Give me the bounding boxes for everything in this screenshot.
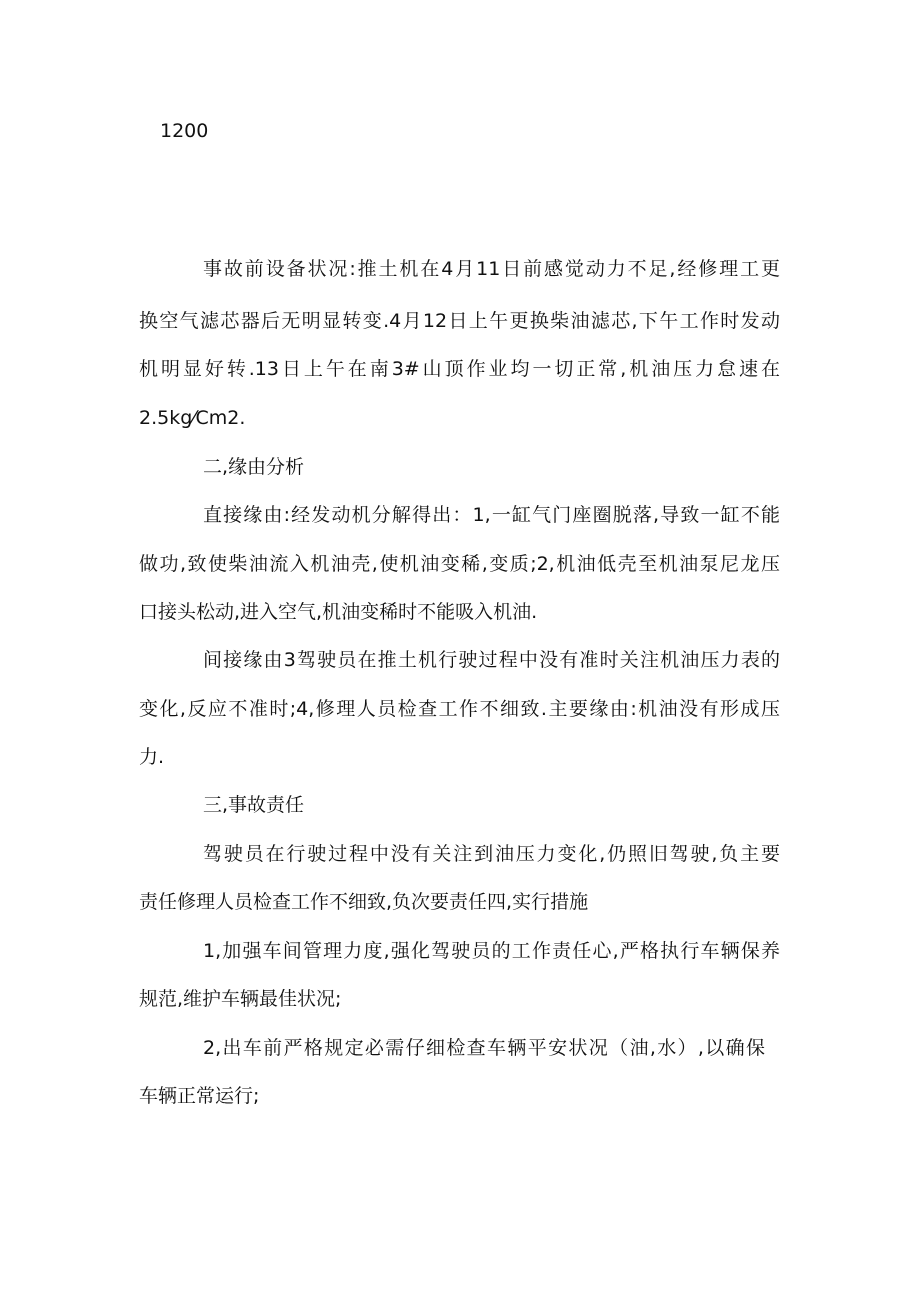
paragraph-line: 力.	[139, 746, 165, 768]
paragraph-line: 驾驶员在行驶过程中没有关注到油压力变化,仍照旧驾驶,负主要	[203, 843, 780, 865]
section-heading-cause-analysis: 二,缘由分析	[203, 456, 305, 478]
paragraph-line: 口接头松动,进入空气,机油变稀时不能吸入机油.	[139, 601, 538, 623]
paragraph-line: 间接缘由3驾驶员在推土机行驶过程中没有准时关注机油压力表的	[203, 649, 780, 671]
paragraph-line: 规范,维护车辆最佳状况;	[139, 988, 342, 1010]
paragraph-line: 2,出车前严格规定必需仔细检查车辆平安状况（油,水）,以确保	[203, 1037, 765, 1059]
paragraph-line: 机明显好转.13日上午在南3#山顶作业均一切正常,机油压力怠速在	[139, 358, 780, 380]
paragraph-line: 2.5kg⁄Cm2.	[139, 407, 246, 429]
paragraph-line: 直接缘由:经发动机分解得出：1,一缸气门座圈脱落,导致一缸不能	[203, 504, 780, 526]
paragraph-line: 车辆正常运行;	[139, 1085, 260, 1107]
section-heading-responsibility: 三,事故责任	[203, 794, 305, 816]
paragraph-line: 变化,反应不准时;4,修理人员检查工作不细致.主要缘由:机油没有形成压	[139, 698, 780, 720]
paragraph-line: 换空气滤芯器后无明显转变.4月12日上午更换柴油滤芯,下午工作时发动	[139, 310, 780, 332]
paragraph-line: 1,加强车间管理力度,强化驾驶员的工作责任心,严格执行车辆保养	[203, 940, 780, 962]
page-number: 1200	[160, 120, 209, 142]
paragraph-line: 做功,致使柴油流入机油壳,使机油变稀,变质;2,机油低壳至机油泵尼龙压	[139, 553, 780, 575]
paragraph-line: 事故前设备状况:推土机在4月11日前感觉动力不足,经修理工更	[203, 258, 780, 280]
paragraph-line: 责任修理人员检查工作不细致,负次要责任四,实行措施	[139, 891, 589, 913]
